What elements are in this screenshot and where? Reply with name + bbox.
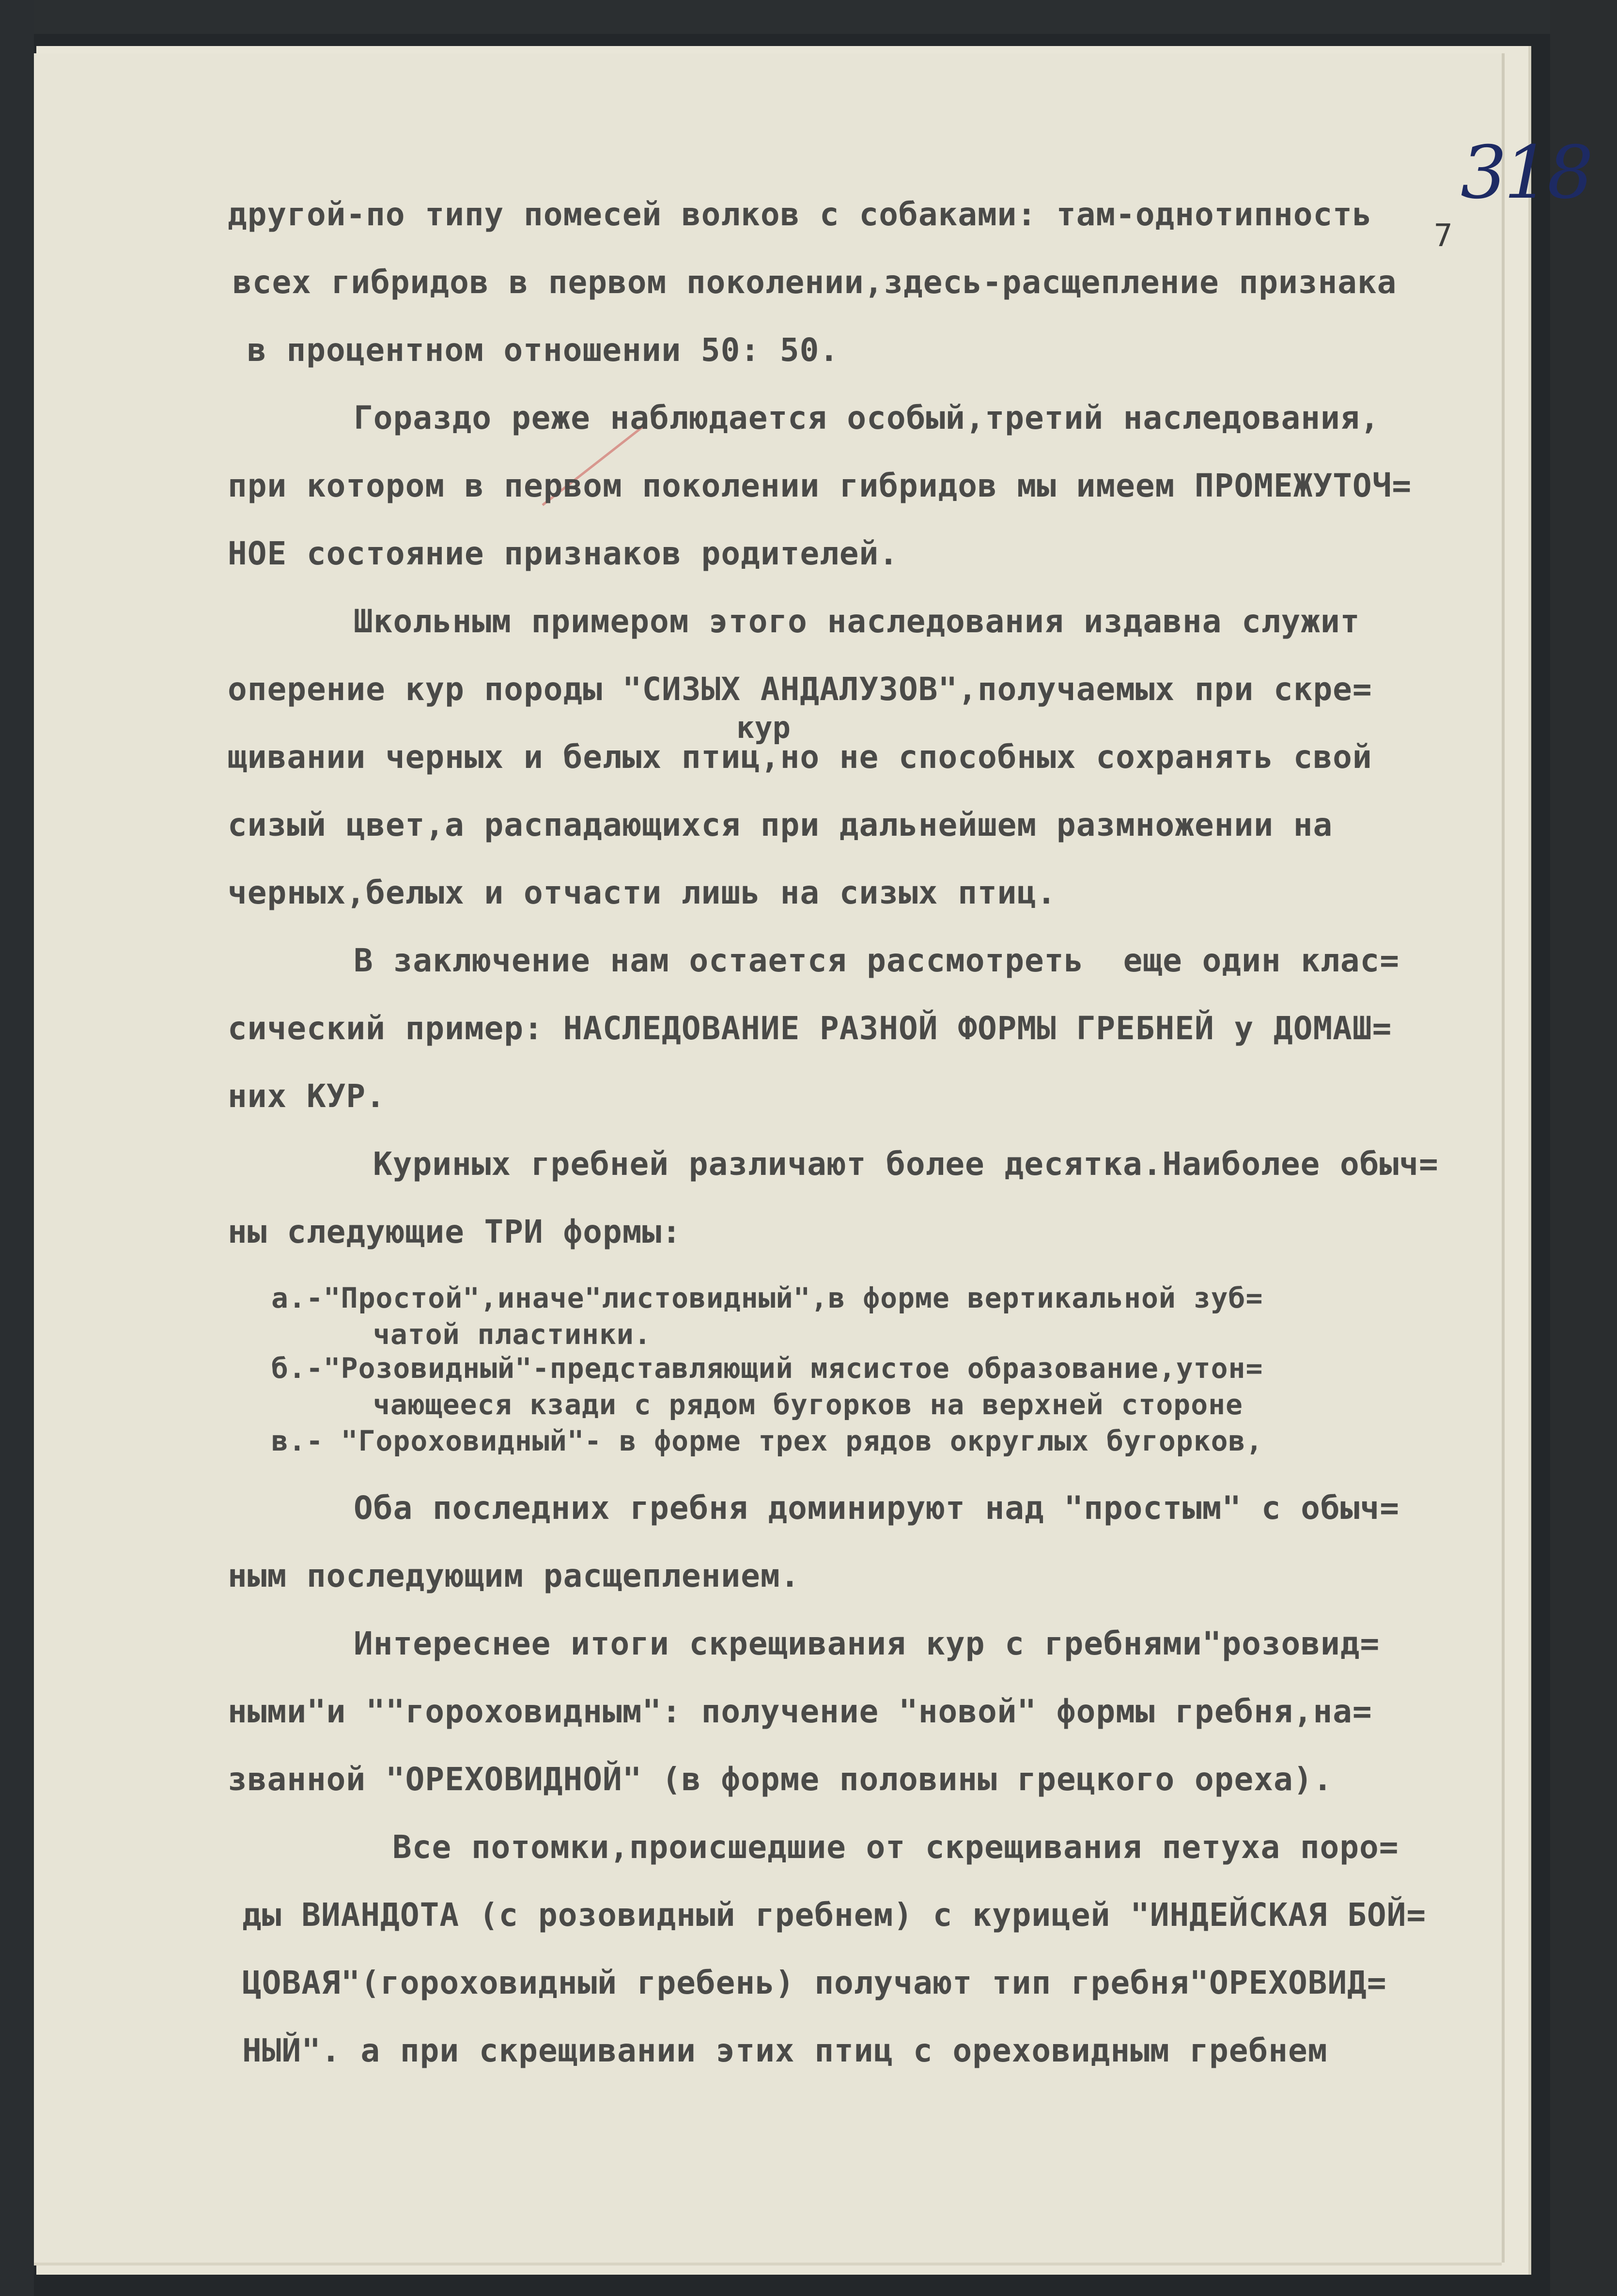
text-line: Гораздо реже наблюдается особый,третий наследования,	[354, 399, 1380, 437]
text-line: при котором в первом поколении гибридов мы имеем ПРОМЕЖУТОЧ=	[228, 467, 1412, 504]
text-line: НОЕ состояние признаков родителей.	[228, 535, 899, 572]
text-line: Школьным примером этого наследования издавна служит	[354, 603, 1360, 640]
text-line: ны следующие ТРИ формы:	[228, 1213, 682, 1250]
page-number: 7	[1434, 218, 1453, 254]
interlinear-correction: кур	[736, 710, 791, 745]
text-line: ными"и ""гороховидным": получение "новой" формы гребня,на=	[228, 1693, 1372, 1730]
text-line: званной "ОРЕХОВИДНОЙ" (в форме половины грецкого ореха).	[228, 1761, 1333, 1798]
scan-edge-top	[0, 0, 1617, 34]
scan-edge-left	[0, 0, 34, 2296]
text-line: Все потомки,происшедшие от скрещивания петуха поро=	[392, 1828, 1399, 1866]
text-line: них КУР.	[228, 1078, 386, 1115]
text-line: в процентном отношении 50: 50.	[247, 331, 840, 369]
document-page	[34, 53, 1591, 2263]
list-item-b-cont: чающееся кзади с рядом бугорков на верхней стороне	[373, 1388, 1243, 1421]
text-line: сический пример: НАСЛЕДОВАНИЕ РАЗНОЙ ФОРМЫ ГРЕБНЕЙ у ДОМАШ=	[228, 1010, 1392, 1047]
text-line: ным последующим расщеплением.	[228, 1557, 800, 1594]
text-line: ды ВИАНДОТА (с розовидный гребнем) с курицей "ИНДЕЙСКАЯ БОЙ=	[242, 1896, 1427, 1934]
text-line: НЫЙ". а при скрещивании этих птиц с ореховидным гребнем	[242, 2032, 1328, 2069]
text-line: черных,белых и отчасти лишь на сизых птиц.	[228, 874, 1057, 911]
list-item-a: а.-"Простой",иначе"листовидный",в форме вертикальной зуб=	[271, 1281, 1263, 1314]
text-line: Куриных гребней различают более десятка.Наиболее обыч=	[373, 1145, 1439, 1183]
text-line: В заключение нам остается рассмотреть еще один клас=	[354, 942, 1399, 979]
text-line: сизый цвет,а распадающихся при дальнейшем размножении на	[228, 806, 1333, 843]
text-line: оперение кур породы "СИЗЫХ АНДАЛУЗОВ",получаемых при скре=	[228, 671, 1372, 708]
archive-folio-number: 318	[1461, 131, 1591, 215]
list-item-a-cont: чатой пластинки.	[373, 1318, 652, 1351]
text-line: другой-по типу помесей волков с собаками: там-однотипность	[228, 196, 1372, 233]
text-line: щивании черных и белых птиц,но не способных сохранять свой	[228, 738, 1372, 776]
text-line: Интереснее итоги скрещивания кур с гребнями"розовид=	[354, 1625, 1380, 1662]
text-line: всех гибридов в первом поколении,здесь-расщепление признака	[233, 264, 1397, 301]
list-item-b: б.-"Розовидный"-представляющий мясистое образование,утон=	[271, 1352, 1263, 1385]
scan-edge-right	[1550, 0, 1617, 2296]
list-item-c: в.- "Гороховидный"- в форме трех рядов округлых бугорков,	[271, 1424, 1263, 1457]
text-line: Оба последних гребня доминируют над "простым" с обыч=	[354, 1489, 1399, 1527]
text-line: ЦОВАЯ"(гороховидный гребень) получают тип гребня"ОРЕХОВИД=	[242, 1964, 1387, 2001]
